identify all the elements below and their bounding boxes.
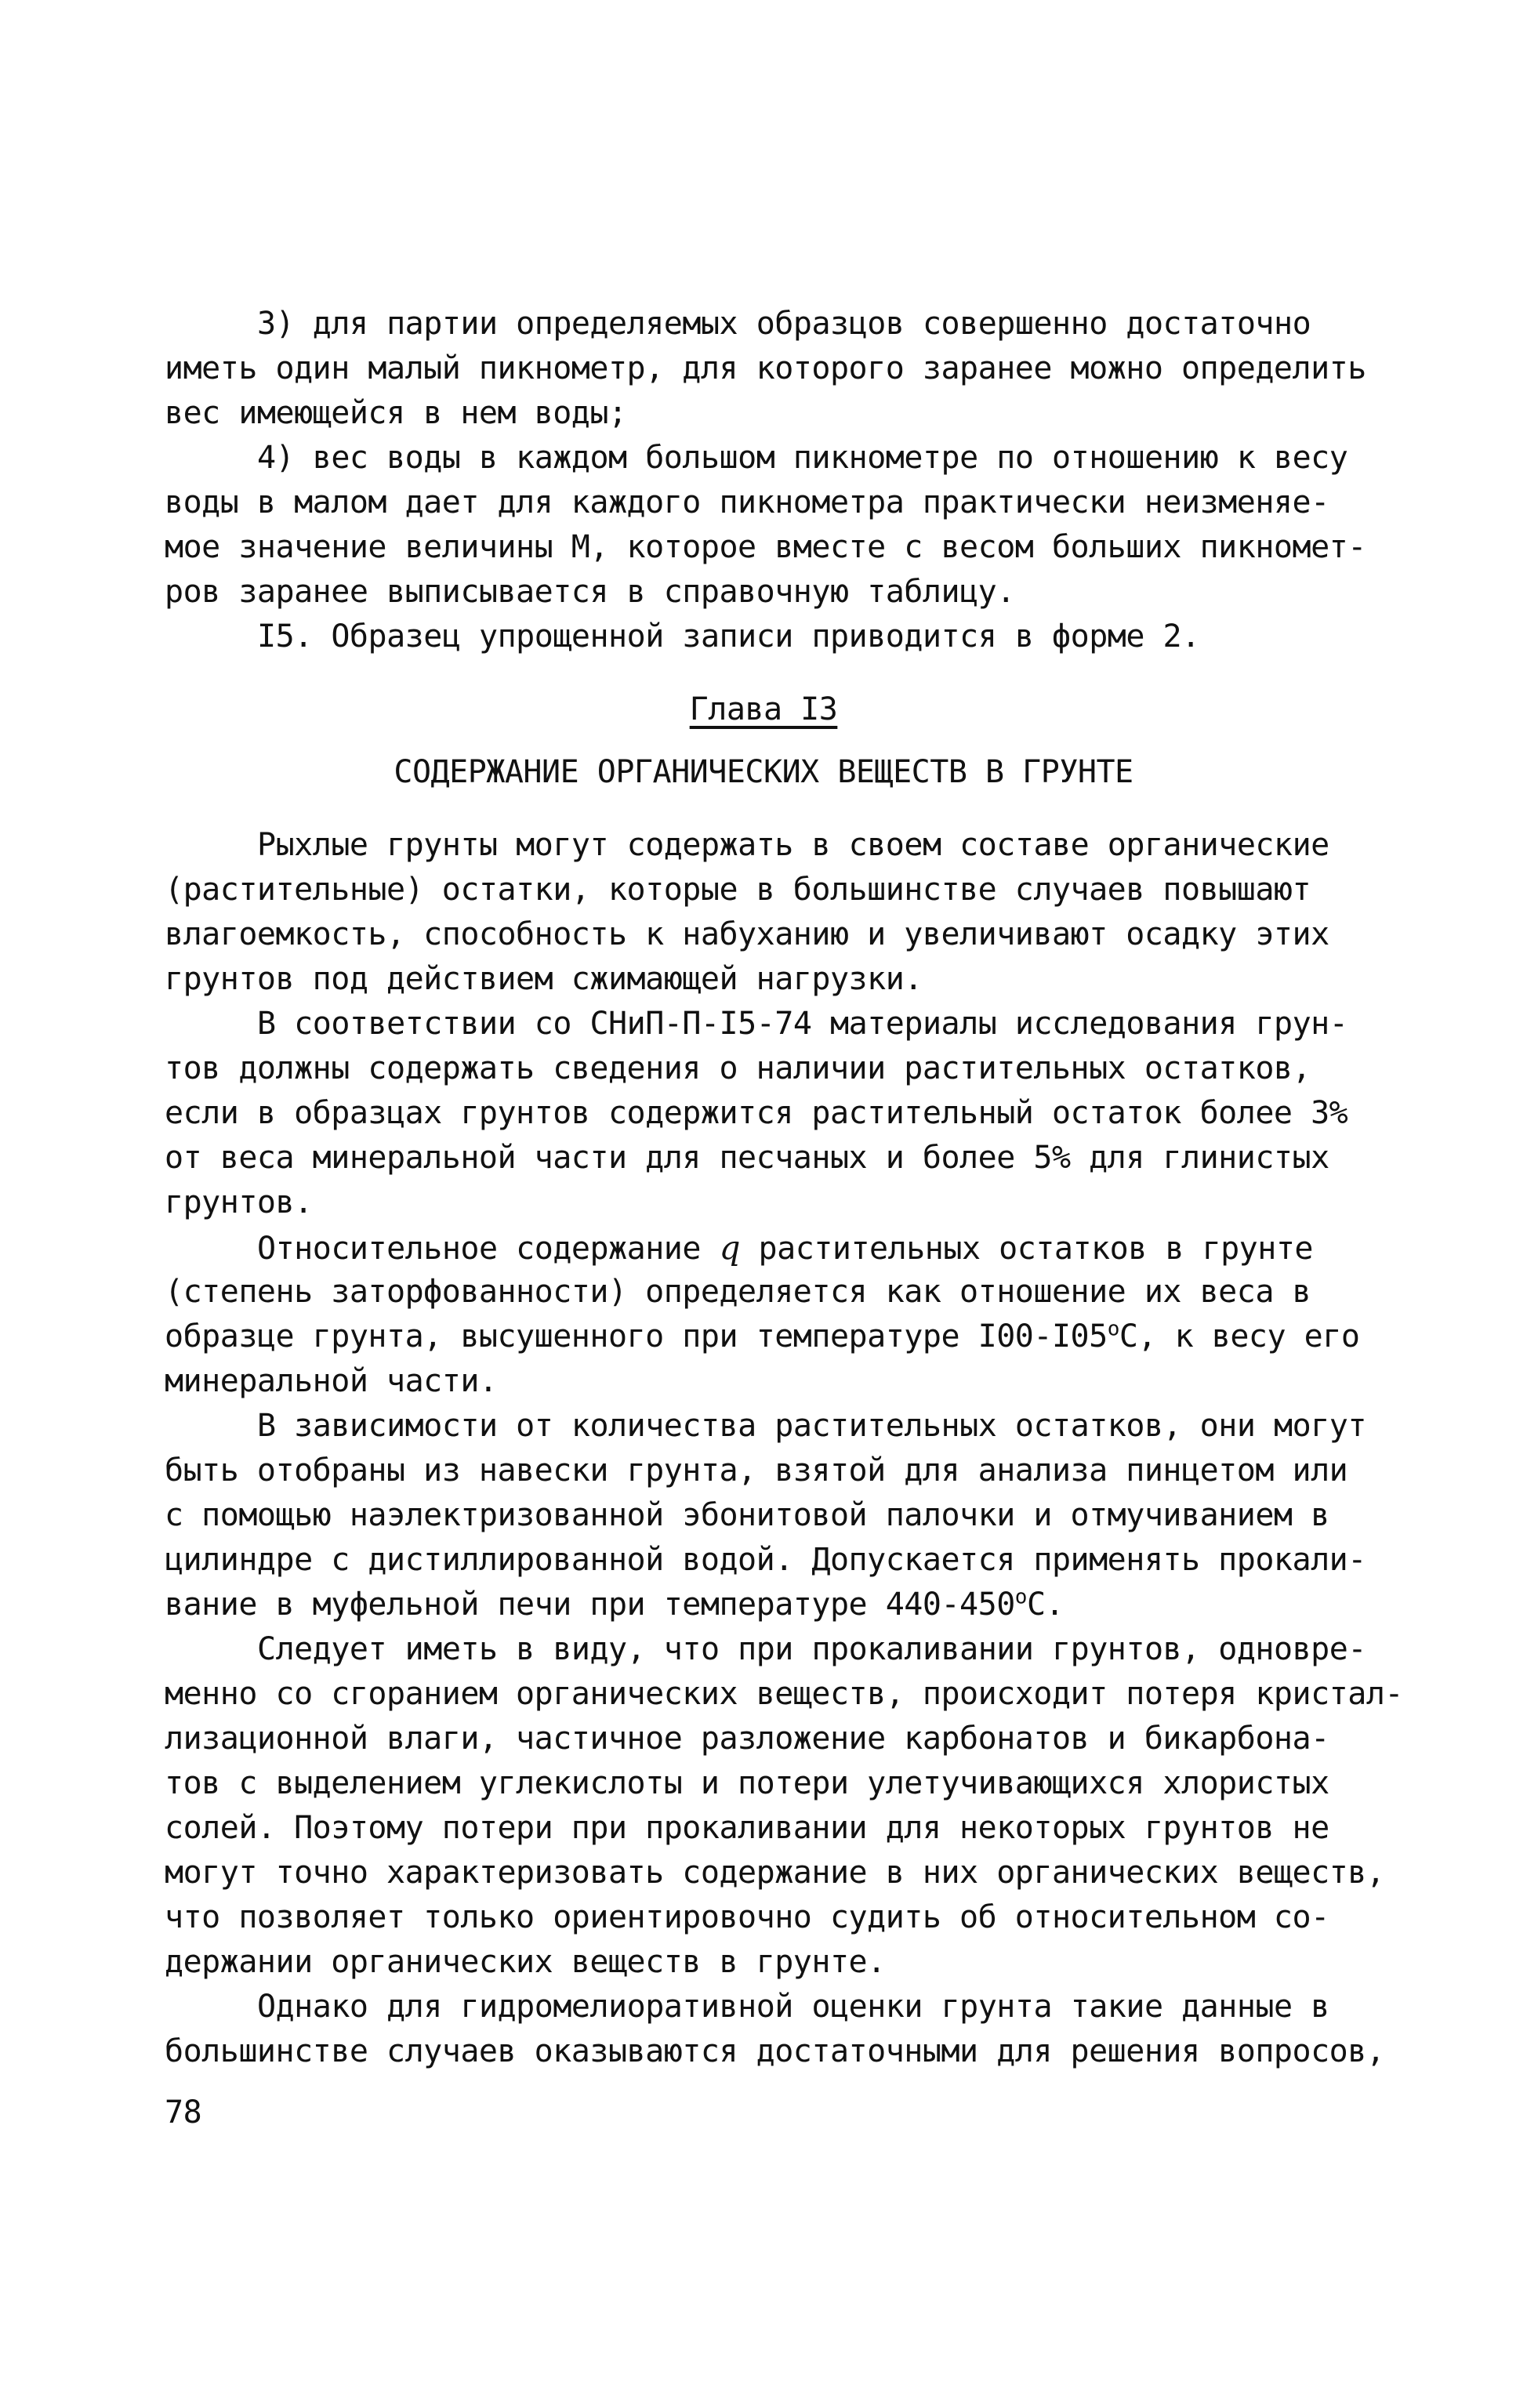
text-fragment: вание в муфельной печи при температуре 440-450 xyxy=(165,1587,1015,1623)
text-line: быть отобраны из навески грунта, взятой для анализа пинцетом или xyxy=(165,1452,1348,1489)
text-line: влагоемкость, способность к набуханию и увеличивают осадку этих xyxy=(165,916,1329,952)
text-line: (растительные) остатки, которые в большинстве случаев повышают xyxy=(165,872,1311,908)
text-line: тов должны содержать сведения о наличии растительных остатков, xyxy=(165,1050,1311,1086)
degree-symbol: о xyxy=(1107,1317,1119,1341)
text-line: Следует иметь в виду, что при прокаливании грунтов, одновре- xyxy=(257,1631,1366,1667)
top-paragraphs xyxy=(165,302,1387,659)
text-line: держании органических веществ в грунте. xyxy=(165,1944,886,1980)
text-line: если в образцах грунтов содержится растительный остаток более 3% xyxy=(165,1095,1348,1131)
q-symbol: q xyxy=(719,1228,740,1267)
page-number: 78 xyxy=(165,2094,202,2131)
text-line xyxy=(165,1583,1387,1627)
chapter-label: Глава I3 xyxy=(689,691,838,727)
text-line: менно со сгоранием органических веществ, происходит потеря кристал- xyxy=(165,1676,1403,1712)
text-line: минеральной части. xyxy=(165,1363,498,1399)
chapter-body xyxy=(165,823,1403,2074)
text-line: Однако для гидромелиоративной оценки грунта такие данные в xyxy=(257,1989,1329,2025)
text-line: что позволяет только ориентировочно судить об относительном со- xyxy=(165,1899,1329,1935)
text-line: воды в малом дает для каждого пикнометра практически неизменяе- xyxy=(165,484,1329,520)
text-line: грунтов. xyxy=(165,1184,313,1220)
text-line: 4) вес воды в каждом большом пикнометре по отношению к весу xyxy=(257,440,1348,476)
text-line: мое значение величины М, которое вместе с весом больших пикномет- xyxy=(165,529,1366,565)
text-line: В зависимости от количества растительных остатков, они могут xyxy=(257,1408,1366,1444)
text-line xyxy=(165,1225,1387,1270)
text-line: с помощью наэлектризованной эбонитовой палочки и отмучиванием в xyxy=(165,1497,1329,1533)
text-line: Рыхлые грунты могут содержать в своем составе органические xyxy=(257,827,1329,863)
text-fragment: растительных остатков в грунте xyxy=(758,1231,1314,1267)
text-fragment: образце грунта, высушенного при температуре I00-I05 xyxy=(165,1318,1108,1354)
text-line: от веса минеральной части для песчаных и более 5% для глинистых xyxy=(165,1140,1329,1176)
text-line: цилиндре с дистиллированной водой. Допускается применять прокали- xyxy=(165,1542,1366,1578)
text-fragment: С, к весу его xyxy=(1119,1318,1360,1354)
text-line: большинстве случаев оказываются достаточными для решения вопросов, xyxy=(165,2033,1385,2069)
text-line: могут точно характеризовать содержание в них органических веществ, xyxy=(165,1855,1385,1891)
text-line: I5. Образец упрощенной записи приводится в форме 2. xyxy=(257,618,1200,655)
text-line xyxy=(165,1315,1387,1359)
text-fragment: Относительное содержание xyxy=(257,1231,701,1267)
text-line: солей. Поэтому потери при прокаливании для некоторых грунтов не xyxy=(165,1810,1329,1846)
text-line: 3) для партии определяемых образцов совершенно достаточно xyxy=(257,306,1311,342)
text-fragment: С. xyxy=(1026,1587,1065,1623)
text-line: тов с выделением углекислоты и потери улетучивающихся хлористых xyxy=(165,1765,1329,1801)
text-line: грунтов под действием сжимающей нагрузки. xyxy=(165,961,923,997)
text-line: ров заранее выписывается в справочную таблицу. xyxy=(165,574,1015,610)
chapter-title: СОДЕРЖАНИЕ ОРГАНИЧЕСКИХ ВЕЩЕСТВ В ГРУНТЕ xyxy=(394,754,1133,790)
text-line: (степень заторфованности) определяется как отношение их веса в xyxy=(165,1274,1311,1310)
text-line: вес имеющейся в нем воды; xyxy=(165,395,627,431)
degree-symbol: о xyxy=(1014,1585,1027,1609)
text-line: лизационной влаги, частичное разложение карбонатов и бикарбона- xyxy=(165,1721,1329,1757)
text-line: В соответствии со СНиП-П-I5-74 материалы исследования грун- xyxy=(257,1006,1348,1042)
text-line: иметь один малый пикнометр, для которого заранее можно определить xyxy=(165,350,1366,386)
